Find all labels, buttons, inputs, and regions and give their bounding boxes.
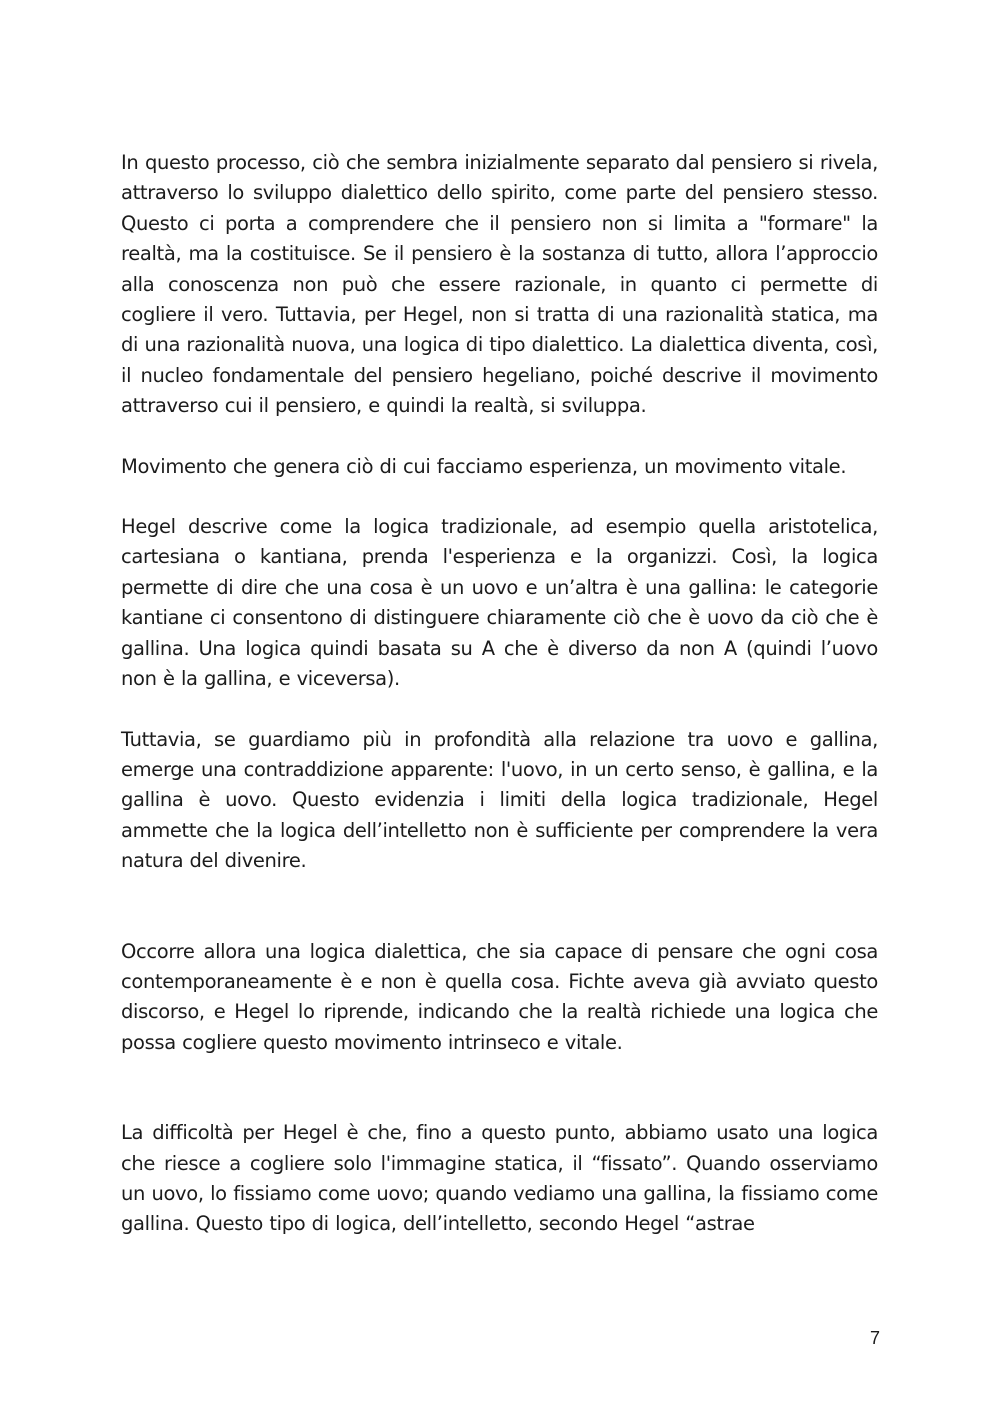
paragraph-spacer <box>121 422 878 452</box>
page-number: 7 <box>869 1328 880 1348</box>
body-text <box>121 148 878 1240</box>
paragraph-dialectical-logic: Occorre allora una logica dialettica, che sia capace di pensare che ogni cosa contemporaneamente è e non è quella cosa. Fichte aveva già avviato questo discorso, e Hegel lo riprende, indicando che la realtà richiede una logica che possa cogliere questo movimento intrinseco e vitale. <box>121 939 878 1054</box>
paragraph-spacer <box>121 877 878 937</box>
paragraph-spacer <box>121 1058 878 1118</box>
paragraph-traditional-logic: Hegel descrive come la logica tradizionale, ad esempio quella aristotelica, cartesiana o kantiana, prenda l'esperienza e la organizzi. Così, la logica permette di dire che una cosa è un uovo e un’altra è una gallina: le categorie kantiane ci consentono di distinguere chiaramente ciò che è uovo da ciò che è gallina. Una logica quindi basata su A che è diverso da non A (quindi l’uovo non è la gallina, e viceversa). <box>121 515 878 691</box>
paragraph-static-image: La difficoltà per Hegel è che, fino a questo punto, abbiamo usato una logica che riesce a cogliere solo l'immagine statica, il “fissato”. Quando osserviamo un uovo, lo fissiamo come uovo; quando vediamo una gallina, la fissiamo come gallina. Questo tipo di logica, dell’intelletto, secondo Hegel “astrae <box>121 1121 878 1236</box>
paragraph-apparent-contradiction: Tuttavia, se guardiamo più in profondità alla relazione tra uovo e gallina, emerge una contraddizione apparente: l'uovo, in un certo senso, è gallina, e la gallina è uovo. Questo evidenzia i limiti della logica tradizionale, Hegel ammette che la logica dell’intelletto non è sufficiente per comprendere la vera natura del divenire. <box>121 727 878 873</box>
paragraph-spacer <box>121 695 878 725</box>
paragraph-thought-constitutes-reality: In questo processo, ciò che sembra inizialmente separato dal pensiero si rivela, attraverso lo sviluppo dialettico dello spirito, come parte del pensiero stesso. Questo ci porta a comprendere che il pensiero non si limita a "formare" la realtà, ma la costituisce. Se il pensiero è la sostanza di tutto, allora l’approccio alla conoscenza non può che essere razionale, in quanto ci permette di cogliere il vero. Tuttavia, per Hegel, non si tratta di una razionalità statica, ma di una razionalità nuova, una logica di tipo dialettico. La dialettica diventa, così, il nucleo fondamentale del pensiero hegeliano, poiché descrive il movimento attraverso cui il pensiero, e quindi la realtà, si sviluppa. <box>121 151 879 418</box>
paragraph-vital-movement: Movimento che genera ciò di cui facciamo esperienza, un movimento vitale. <box>121 454 847 478</box>
paragraph-spacer <box>121 482 878 512</box>
